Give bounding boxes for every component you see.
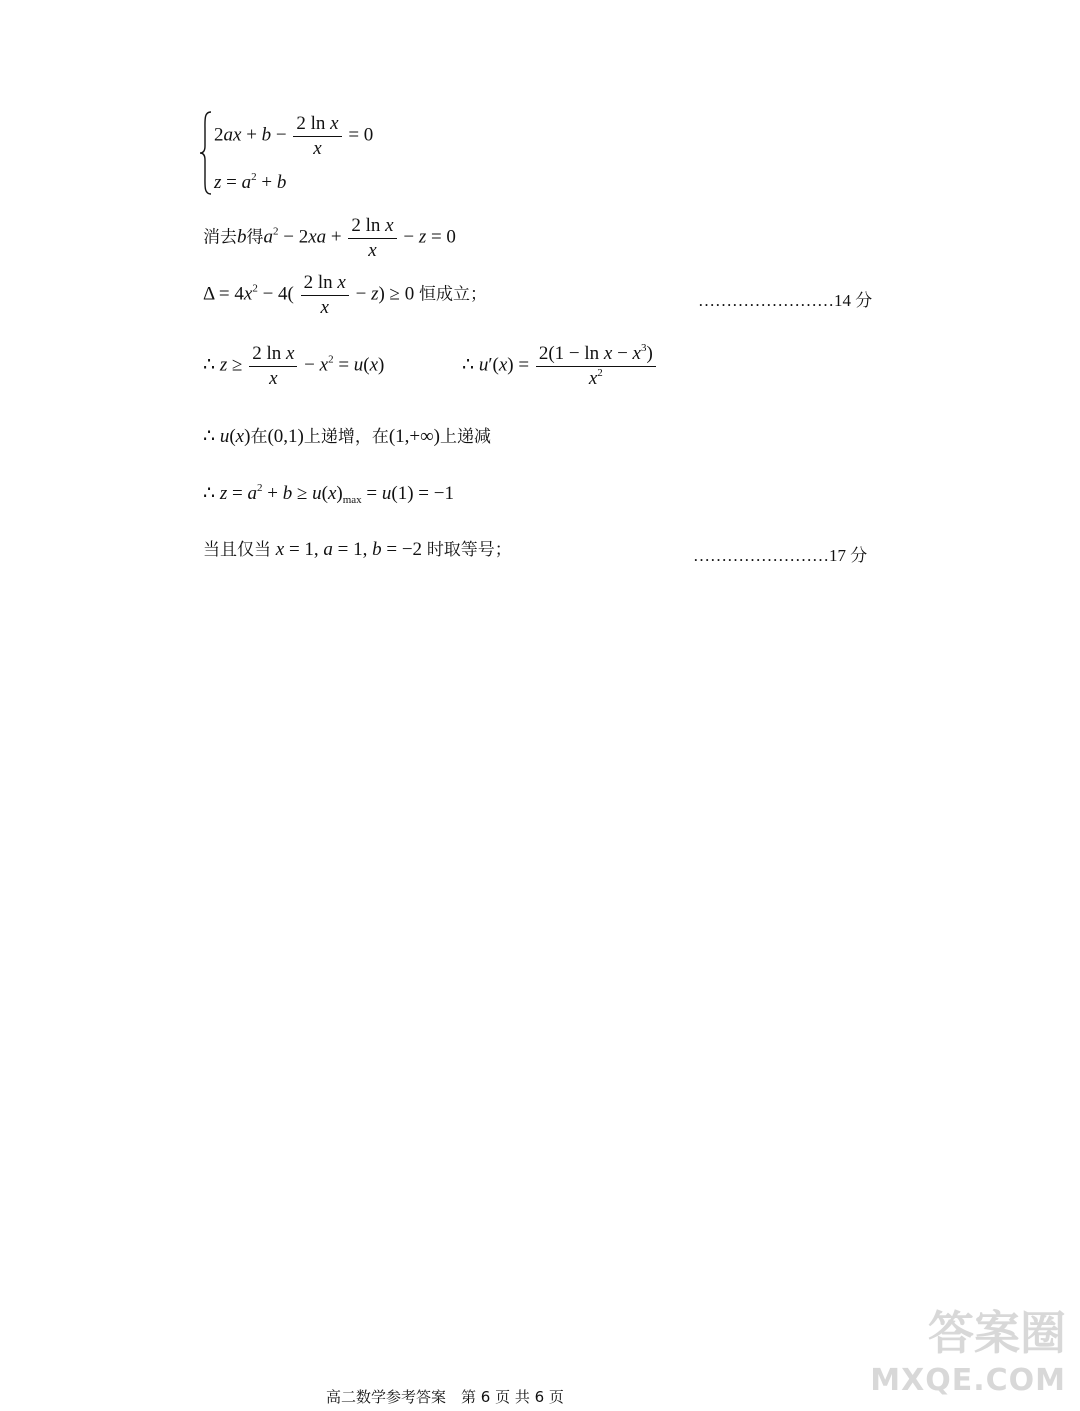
system-equation-2: $z = a^2 + b$ bbox=[214, 171, 287, 193]
system-eq1-rhs: = 0 bbox=[348, 124, 374, 146]
fraction-2lnx-over-x: $\frac{\text{2 ln x}}{x}$ bbox=[301, 271, 349, 320]
equality-prefix: 当且仅当 bbox=[203, 540, 271, 560]
system-eq1-lhs: 2ax + b − bbox=[214, 124, 287, 146]
watermark-logo bbox=[870, 1297, 1066, 1407]
watermark-top-text: 答案圈 bbox=[928, 1306, 1066, 1360]
eliminate-label: 消去 bbox=[203, 227, 237, 248]
fraction-2lnx-over-x: $\frac{\text{2 ln x}}{x}$ bbox=[249, 342, 297, 391]
u-derivative-line: ∴ u′(x) = $\frac{2(1 - \ln x - x^3)}{x^2}$ bbox=[462, 342, 658, 391]
discriminant-line: $\Delta = 4x^2 - 4$( $\frac{\text{2 ln x}}{x}$ − z) ≥ 0 恒成立； bbox=[203, 272, 487, 318]
score-14: ……………………14 分 bbox=[698, 291, 873, 310]
monotonic-text3: 上递减 bbox=[440, 427, 492, 447]
monotonic-interval1: (0,1) bbox=[267, 426, 304, 447]
z-bound-line: ∴ z ≥ $\frac{\text{2 ln x}}{x}$ − $x^2 = u(x)$ bbox=[203, 343, 385, 389]
monotonic-text1: 在 bbox=[250, 427, 268, 447]
conclusion-line: ∴ $z = a^2 + b \ge u(x)_{max} = u(1) = -1$ bbox=[203, 482, 454, 506]
watermark-bottom-text: MXQE.COM bbox=[870, 1363, 1066, 1398]
monotonic-u: ∴ u(x) bbox=[203, 426, 251, 447]
monotonic-text2: 上递增，在 bbox=[303, 427, 389, 447]
delta-suffix: 恒成立； bbox=[418, 284, 487, 305]
monotonic-line bbox=[203, 427, 491, 446]
fraction-2lnx-over-x: $\frac{\text{2 ln x}}{x}$ bbox=[348, 214, 396, 263]
therefore-symbol: ∴ bbox=[203, 354, 216, 376]
fraction-2lnx-over-x: $\frac{\text{2 ln x}}{x}$ bbox=[293, 112, 341, 161]
page-footer: 高二数学参考答案 第 6 页 共 6 页 bbox=[326, 1388, 564, 1406]
therefore-symbol: ∴ bbox=[462, 354, 475, 376]
eliminate-line: 消去b得$a^2 - 2xa$ + $\frac{\text{2 ln x}}{x}$ − z = 0 bbox=[203, 215, 456, 261]
equality-line: 当且仅当 x = 1, a = 1, b = −2 时取等号； bbox=[203, 539, 512, 560]
system-equation-1 bbox=[214, 112, 373, 161]
system-brace bbox=[199, 110, 213, 196]
fraction-derivative: $\frac{2(1 - \ln x - x^3)}{x^2}$ bbox=[536, 342, 656, 391]
monotonic-interval2: (1,+∞) bbox=[388, 426, 441, 447]
eliminate-de: 得 bbox=[246, 227, 264, 248]
score-17: ……………………17 分 bbox=[693, 546, 868, 565]
equality-suffix: 时取等号； bbox=[426, 540, 512, 560]
